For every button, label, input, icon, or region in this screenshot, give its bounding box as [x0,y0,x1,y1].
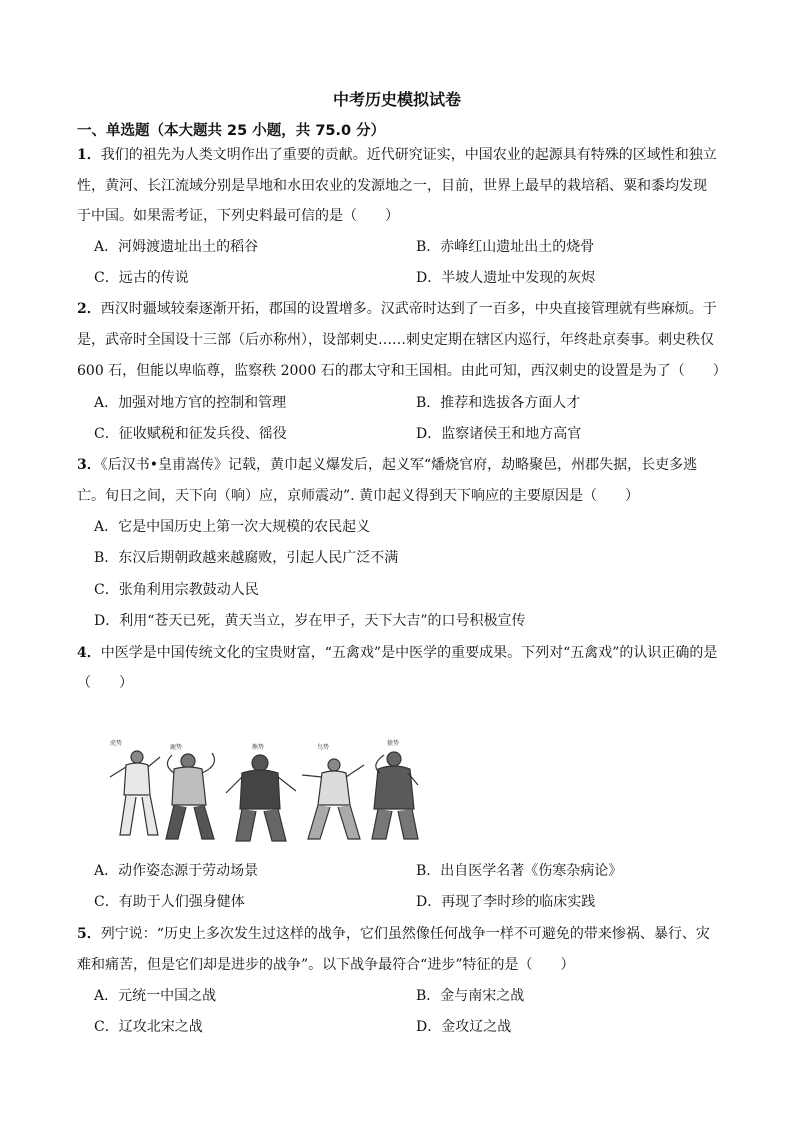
bear-pose-figure [226,755,296,841]
question-1-option-b: B．赤峰红山遗址出土的烧骨 [416,239,595,255]
page-title: 中考历史模拟试卷 [332,90,461,109]
question-5-option-a: A．元统一中国之战 [94,988,217,1004]
question-4-option-d: D．再现了李时珍的临床实践 [416,894,596,910]
question-1-option-a: A．河姆渡遗址出土的稻谷 [94,239,259,255]
question-1-line-3: 于中国。如果需考证，下列史料最可信的是（ ） [77,208,399,224]
bird-pose-figure [302,759,364,839]
question-1-line-1: 1．我们的祖先为人类文明作出了重要的贡献。近代研究证实，中国农业的起源具有特殊的区域性和独立 [77,147,717,163]
question-2-line-2: 是，武帝时全国设十三部（后亦称州），设部刺史……刺史定期在辖区内巡行，年终赴京奏事。刺史秩仅 [77,332,714,348]
question-2-option-d: D．监察诸侯王和地方高官 [416,426,582,442]
question-2-option-c: C．征收赋税和征发兵役、徭役 [94,426,287,442]
question-5-number: 5． [77,926,101,942]
deer-pose-figure [166,753,214,839]
question-5-line-2: 难和痛苦，但是它们却是进步的战争”。以下战争最符合“进步”特征的是（ ） [77,957,575,973]
question-1-option-c: C．远古的传说 [94,270,189,286]
question-4-line-2: （ ） [77,675,133,691]
ape-pose-figure [372,752,418,839]
figure-label-bird: 鸟势 [317,744,330,751]
question-4-number: 4． [77,645,101,661]
question-3-option-c: C．张角利用宗教鼓动人民 [94,582,259,598]
question-4-line-1: 4．中医学是中国传统文化的宝贵财富，“五禽戏”是中医学的重要成果。下列对“五禽戏”的认识正确的是 [77,645,718,661]
question-1-option-d: D．半坡人遗址中发现的灰烬 [416,270,596,286]
question-3-option-a: A．它是中国历史上第一次大规模的农民起义 [94,519,371,535]
question-1-line-2: 性，黄河、长江流域分别是旱地和水田农业的发源地之一，目前，世界上最早的栽培稻、粟和黍均发现 [77,178,707,194]
question-4-option-a: A．动作姿态源于劳动场景 [94,863,259,879]
section-heading: 一、单选题（本大题共 25 小题，共 75.0 分） [77,123,386,139]
figure-label-tiger: 虎势 [110,740,123,747]
question-3-option-d: D．利用“苍天已死，黄天当立，岁在甲子，天下大吉”的口号积极宣传 [94,613,526,629]
question-2-line-3: 600 石，但能以卑临尊，监察秩 2000 石的郡太守和王国相。由此可知，西汉刺史的设置是为了（ ） [77,363,727,379]
question-5-option-d: D．金攻辽之战 [416,1019,512,1035]
question-3-number: 3． [77,457,101,473]
figure-label-bear: 熊势 [252,744,265,751]
question-5-option-c: C．辽攻北宋之战 [94,1019,203,1035]
question-2-number: 2． [77,301,101,317]
question-3-option-b: B．东汉后期朝政越来越腐败，引起人民广泛不满 [94,550,399,566]
figure-label-deer: 鹿势 [170,744,183,751]
question-1-number: 1． [77,147,101,163]
question-3-line-1: 3．《后汉书•皇甫嵩传》记载，黄巾起义爆发后，起义军“燔烧官府，劫略聚邑，州郡失据，长吏多逃 [77,457,698,473]
question-3-line-2: 亡。旬日之间，天下向（响）应，京师震动”. 黄巾起义得到天下响应的主要原因是（ ） [77,488,640,504]
question-2-option-b: B．推荐和选拔各方面人才 [416,395,581,411]
question-5-line-1: 5．列宁说：“历史上多次发生过这样的战争，它们虽然像任何战争一样不可避免的带来惨祸、暴行、灾 [77,926,710,942]
question-4-option-b: B．出自医学名著《伤寒杂病论》 [416,863,623,879]
question-5-option-b: B．金与南宋之战 [416,988,525,1004]
question-4-option-c: C．有助于人们强身健体 [94,894,245,910]
five-animal-exercise-illustration [102,735,424,847]
question-2-line-1: 2．西汉时疆域较秦逐渐开拓，郡国的设置增多。汉武帝时达到了一百多，中央直接管理就有些麻烦。于 [77,301,717,317]
tiger-pose-figure [110,751,160,835]
figure-label-ape: 猿势 [387,740,400,747]
question-2-option-a: A．加强对地方官的控制和管理 [94,395,287,411]
